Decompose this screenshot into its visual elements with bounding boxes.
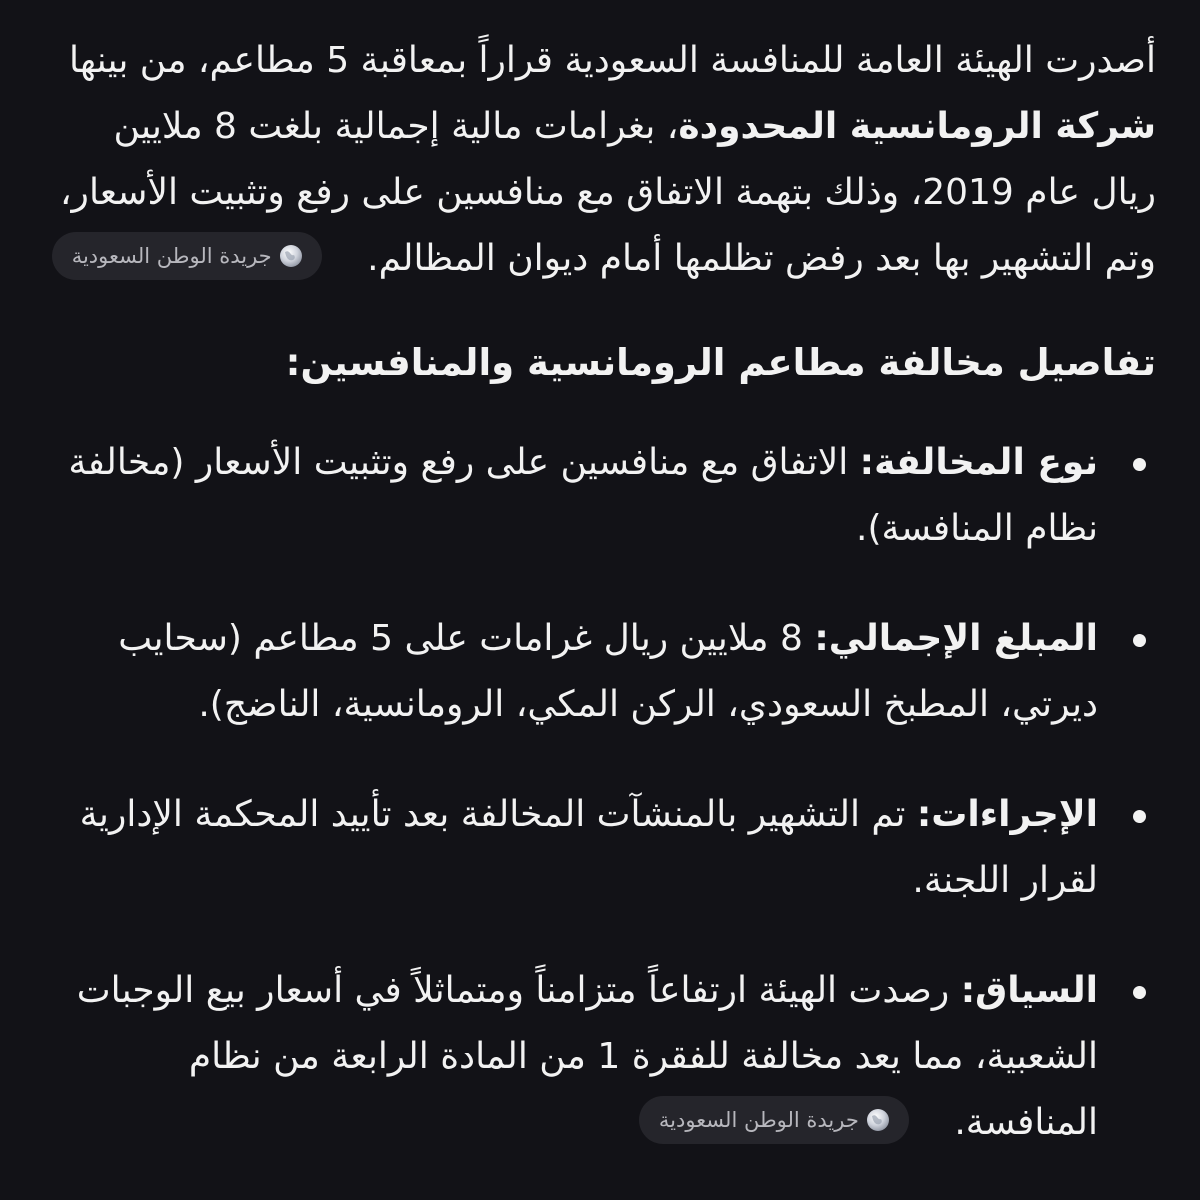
bullet-dot — [1133, 458, 1146, 471]
bullet-dot — [1133, 634, 1146, 647]
list-item-label: نوع المخالفة: — [859, 442, 1098, 483]
list-item-text: 8 ملايين ريال غرامات على 5 مطاعم (سحايب ديرتي، المطبخ السعودي، الركن المكي، الرومانسية، الناضج). — [118, 618, 1098, 725]
list-item-text: تم التشهير بالمنشآت المخالفة بعد تأييد المحكمة الإدارية لقرار اللجنة. — [79, 794, 1098, 901]
globe-icon — [278, 243, 304, 269]
source-chip-context[interactable] — [639, 1096, 909, 1144]
source-chip-label: جريدة الوطن السعودية — [658, 1108, 859, 1132]
section-heading: تفاصيل مخالفة مطاعم الرومانسية والمنافسين: — [285, 341, 1156, 384]
list-item-label: المبلغ الإجمالي: — [814, 618, 1098, 659]
intro-text-part1: أصدرت الهيئة العامة للمنافسة السعودية قراراً بمعاقبة 5 مطاعم، من بينها — [69, 40, 1156, 81]
list-item-label: الإجراءات: — [916, 794, 1098, 835]
list-item-text: رصدت الهيئة ارتفاعاً متزامناً ومتماثلاً في أسعار بيع الوجبات الشعبية، مما يعد مخالفة للفقرة 1 من المادة الرابعة من نظام المنافسة. — [76, 970, 1098, 1143]
source-chip-intro[interactable] — [52, 232, 322, 280]
globe-icon — [865, 1107, 891, 1133]
list-item-text: الاتفاق مع منافسين على رفع وتثبيت الأسعار (مخالفة نظام المنافسة). — [68, 442, 1098, 549]
intro-company-name: شركة الرومانسية المحدودة — [678, 106, 1156, 147]
list-item — [44, 958, 1098, 1156]
list-item — [44, 430, 1098, 562]
intro-paragraph — [44, 28, 1156, 292]
bullet-dot — [1133, 810, 1146, 823]
details-list — [44, 430, 1156, 1156]
bullet-dot — [1133, 986, 1146, 999]
list-item — [44, 782, 1098, 914]
list-item — [44, 606, 1098, 738]
list-item-label: السياق: — [960, 970, 1098, 1011]
intro-text-part2: ، بغرامات مالية إجمالية بلغت 8 ملايين ريال عام 2019، وذلك بتهمة الاتفاق مع منافسين على رفع وتثبيت الأسعار، وتم التشهير بها بعد رفض تظلمها أمام ديوان المظالم. — [59, 106, 1156, 279]
source-chip-label: جريدة الوطن السعودية — [71, 244, 272, 268]
article-content — [44, 28, 1156, 1200]
